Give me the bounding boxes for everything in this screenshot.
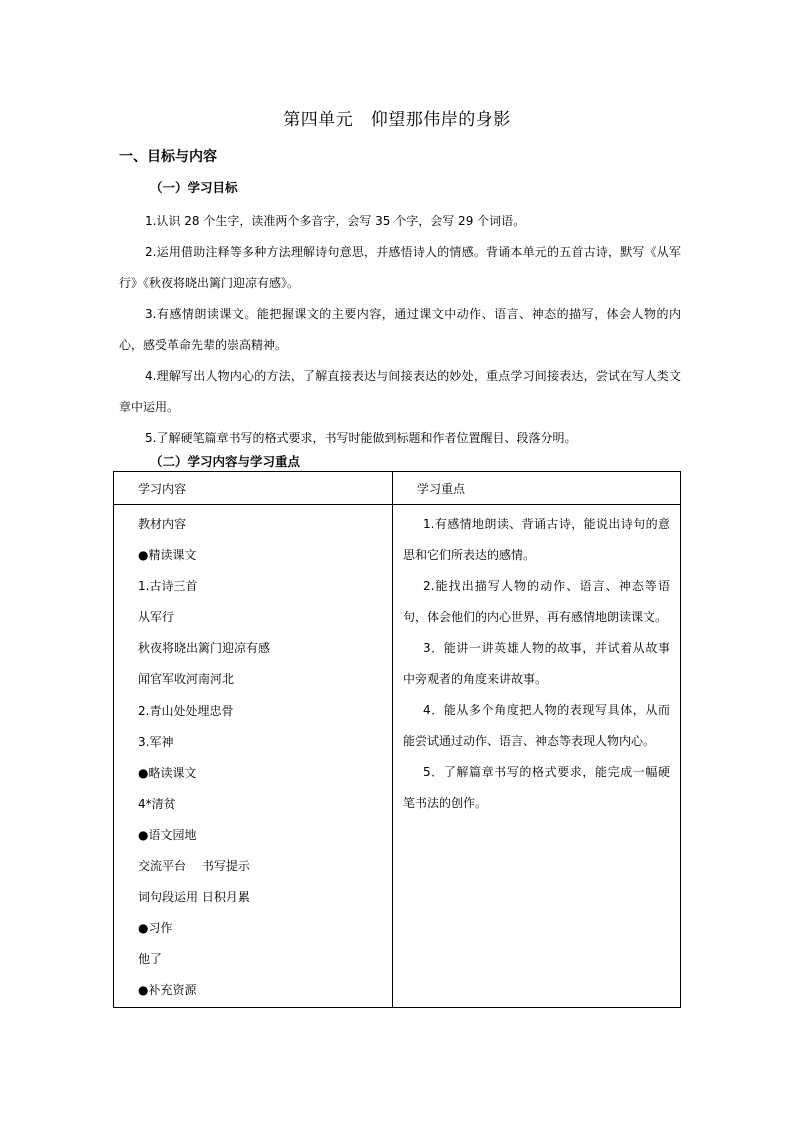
objective-item: 2.运用借助注释等多种方法理解诗句意思，并感悟诗人的情感。背诵本单元的五首古诗，默写《从军行》《秋夜将晓出篱门迎凉有感》。 <box>119 245 681 290</box>
content-item: 2.青山处处埋忠骨 <box>138 703 234 718</box>
content-item: 4*清贫 <box>138 796 176 811</box>
header-focus: 学习重点 <box>393 472 681 505</box>
content-item: 闻官军收河南河北 <box>138 672 235 687</box>
objective-item: 4.理解写出人物内心的方法，了解直接表达与间接表达的妙处，重点学习间接表达，尝试在写人类文章中运用。 <box>119 369 681 414</box>
focus-cell <box>393 505 681 1008</box>
focus-item: 3．能讲一讲英雄人物的故事，并试着从故事中旁观者的角度来讲故事。 <box>403 641 670 686</box>
content-item: 3.军神 <box>138 734 174 749</box>
focus-item: 5．了解篇章书写的格式要求，能完成一幅硬笔书法的创作。 <box>403 765 670 810</box>
content-item: ●习作 <box>138 921 173 936</box>
content-heading: （二）学习内容与学习重点 <box>150 454 301 469</box>
content-cell <box>114 505 393 1008</box>
focus-item: 4．能从多个角度把人物的表现写具体，从而能尝试通过动作、语言、神态等表现人物内心。 <box>403 703 670 748</box>
content-item: 交流平台 书写提示 <box>138 859 250 874</box>
content-item: ●语文园地 <box>138 827 197 842</box>
content-item: 秋夜将晓出篱门迎凉有感 <box>138 641 271 656</box>
content-item: ●略读课文 <box>138 765 197 780</box>
content-item: 他了 <box>138 952 163 967</box>
content-item: 词句段运用 日积月累 <box>138 890 250 905</box>
content-item: 1.古诗三首 <box>138 579 198 594</box>
unit-title: 第四单元 仰望那伟岸的身影 <box>283 110 511 130</box>
objective-item: 3.有感情朗读课文。能把握课文的主要内容，通过课文中动作、语言、神态的描写，体会人物的内心，感受革命先辈的崇高精神。 <box>119 307 681 352</box>
section-heading-goals: 一、目标与内容 <box>119 149 217 165</box>
table-header-row <box>114 472 681 505</box>
objective-item: 5.了解硬笔篇章书写的格式要求，书写时能做到标题和作者位置醒目、段落分明。 <box>145 431 577 445</box>
objective-item: 1.认识 28 个生字，读准两个多音字，会写 35 个字，会写 29 个词语。 <box>145 214 526 228</box>
header-content: 学习内容 <box>114 472 393 505</box>
content-item: 从军行 <box>138 610 175 625</box>
focus-item: 2.能找出描写人物的动作、语言、神态等语句，体会他们的内心世界，再有感情地朗读课文。 <box>403 579 670 624</box>
content-item: 教材内容 <box>138 517 187 531</box>
table-row <box>114 505 681 1008</box>
focus-item: 1.有感情地朗读、背诵古诗，能说出诗句的意思和它们所表达的感情。 <box>403 517 670 562</box>
objectives-list <box>119 206 681 454</box>
content-focus-table <box>113 471 681 1008</box>
content-item: ●精读课文 <box>138 548 197 563</box>
content-item: ●补充资源 <box>138 983 197 998</box>
objectives-heading: （一）学习目标 <box>150 180 238 195</box>
